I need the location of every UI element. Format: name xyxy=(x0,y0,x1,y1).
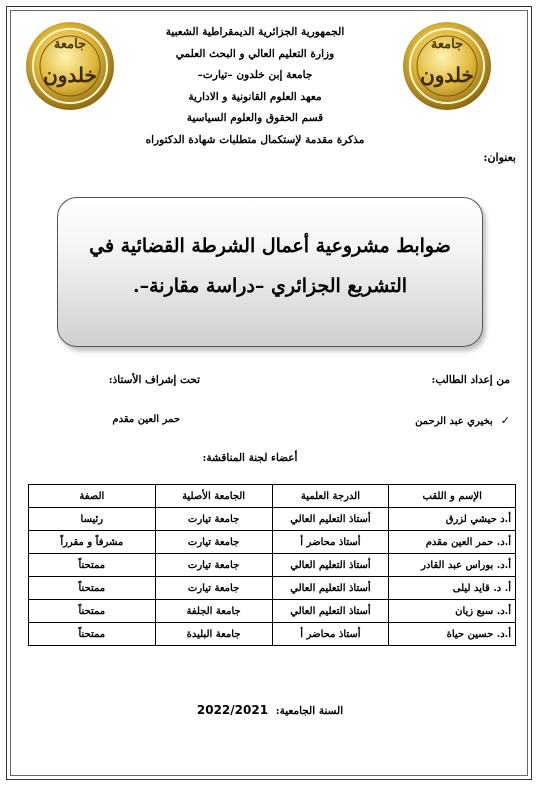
member-name: أ.د. سبع زيان xyxy=(389,600,516,623)
member-role: ممتحناً xyxy=(29,577,156,600)
thesis-title-line-1: ضوابط مشروعية أعمال الشرطة القضائية في xyxy=(89,235,451,257)
column-header-name: الإسم و اللقب xyxy=(389,485,516,508)
member-university: جامعة البليدة xyxy=(155,623,272,646)
member-rank: أستاذ محاضر أ xyxy=(272,531,389,554)
table-row xyxy=(29,623,516,646)
table-row xyxy=(29,600,516,623)
academic-year-label: السنة الجامعية: xyxy=(275,705,344,717)
header-line-institute: معهد العلوم القانونية و الادارية xyxy=(188,90,322,103)
logo-word-top: جامعة xyxy=(53,37,87,52)
member-rank: أستاذ محاضر أ xyxy=(272,623,389,646)
member-rank: أستاذ التعليم العالي xyxy=(272,508,389,531)
header-line-university: جامعة إبن خلدون –تيارت– xyxy=(197,69,313,81)
column-header-rank: الدرجة العلمية xyxy=(272,485,389,508)
member-name: أ.د. حسين حياة xyxy=(389,623,516,646)
member-rank: أستاذ التعليم العالي xyxy=(272,577,389,600)
header-line-thesis-purpose: مذكرة مقدمة لإستكمال متطلبات شهادة الدكتوراه xyxy=(145,133,365,146)
supervisor-name: حمر العين مقدم xyxy=(112,414,180,425)
logo-word-bottom: خلدون xyxy=(43,63,97,87)
table-row xyxy=(29,554,516,577)
member-role: ممتحناً xyxy=(29,623,156,646)
header-line-republic: الجمهورية الجزائرية الديمقراطية الشعبية xyxy=(165,26,345,38)
member-name: أ.د. بوراس عبد القادر xyxy=(389,554,516,577)
column-header-role: الصفة xyxy=(29,485,156,508)
member-name: أ. د. قايد ليلى xyxy=(389,577,516,600)
checkmark-icon: ✓ xyxy=(500,414,510,427)
member-university: جامعة تيارت xyxy=(155,577,272,600)
title-label: بعنوان: xyxy=(483,151,516,164)
member-university: جامعة تيارت xyxy=(155,554,272,577)
member-university: جامعة تيارت xyxy=(155,508,272,531)
committee-table xyxy=(28,484,516,646)
thesis-title-line-2: التشريع الجزائري –دراسة مقارنة–. xyxy=(132,275,408,297)
member-university: جامعة تيارت xyxy=(155,531,272,554)
table-row xyxy=(29,508,516,531)
table-row xyxy=(29,531,516,554)
column-header-university: الجامعة الأصلية xyxy=(155,485,272,508)
student-row xyxy=(360,414,510,427)
member-rank: أستاذ التعليم العالي xyxy=(272,554,389,577)
member-name: أ.د. حمر العين مقدم xyxy=(389,531,516,554)
university-seal-icon xyxy=(401,20,493,112)
table-row xyxy=(29,577,516,600)
committee-label: أعضاء لجنة المناقشة: xyxy=(202,452,298,464)
supervisor-label: تحت إشراف الأستاذ: xyxy=(108,374,200,386)
logo-word-bottom: خلدون xyxy=(420,63,474,87)
logo-word-top: جامعة xyxy=(430,37,464,52)
table-header-row xyxy=(29,485,516,508)
thesis-title-box xyxy=(57,197,483,347)
member-role: ممتحناً xyxy=(29,554,156,577)
member-role: مشرفاً و مقرراً xyxy=(29,531,156,554)
member-role: رئيسا xyxy=(29,508,156,531)
university-seal-icon xyxy=(24,20,116,112)
header-line-ministry: وزارة التعليم العالي و البحث العلمي xyxy=(175,47,335,60)
institution-header xyxy=(120,22,390,151)
member-role: ممتحناً xyxy=(29,600,156,623)
prepared-by-label: من إعداد الطالب: xyxy=(431,374,510,386)
student-name: بخيري عبد الرحمن xyxy=(415,416,493,427)
header-line-department: قسم الحقوق والعلوم السياسية xyxy=(186,112,324,124)
member-university: جامعة الجلفة xyxy=(155,600,272,623)
academic-year-row xyxy=(150,703,390,717)
member-name: أ.د حيشي لزرق xyxy=(389,508,516,531)
academic-year-value: 2022/2021 xyxy=(196,703,269,717)
member-rank: أستاذ التعليم العالي xyxy=(272,600,389,623)
